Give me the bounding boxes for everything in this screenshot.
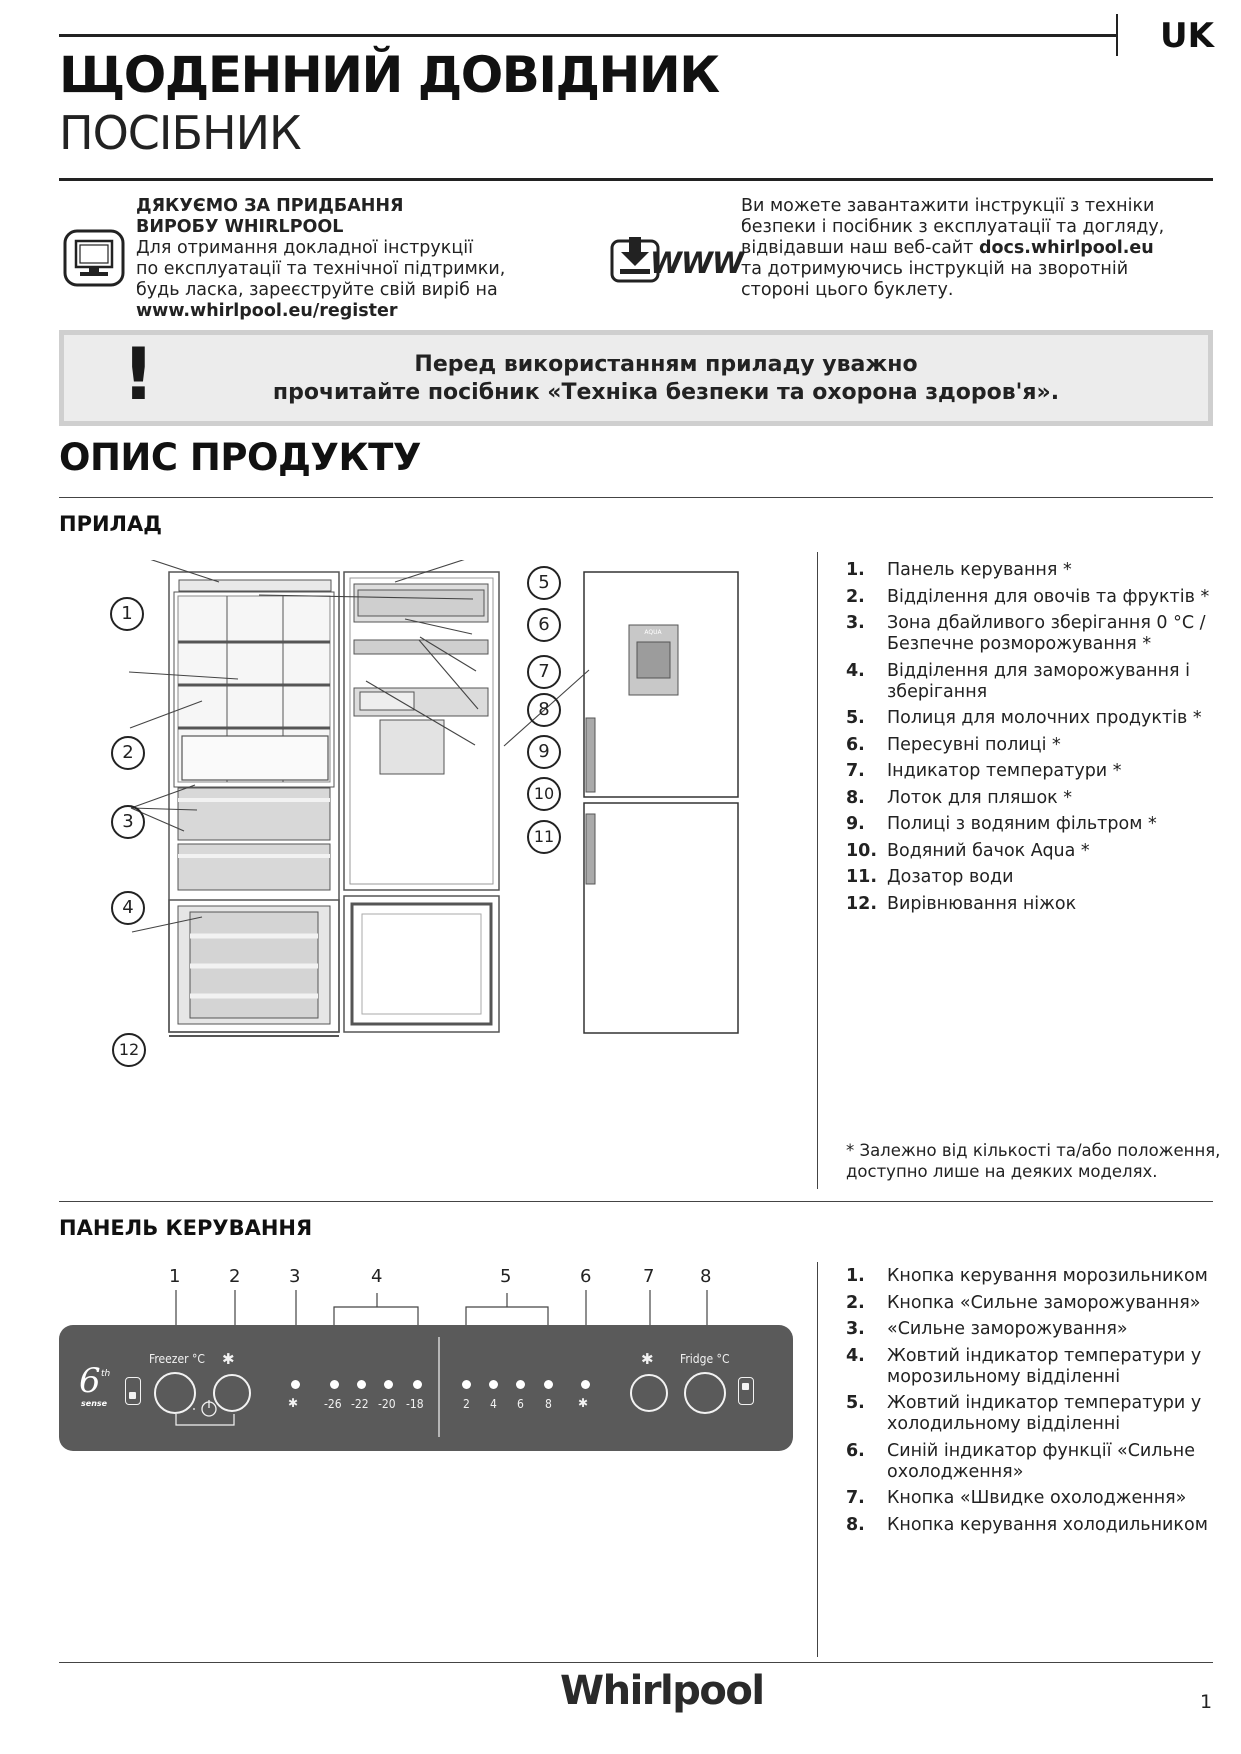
list-item: 9. Полиці з водяним фільтром *: [846, 814, 1157, 834]
docs-url[interactable]: docs.whirlpool.eu: [978, 238, 1154, 258]
appliance-legend: [846, 560, 1226, 920]
list-item: 2. Відділення для овочів та фруктів *: [846, 586, 1210, 607]
freezer-temp-4: -18: [406, 1397, 424, 1411]
list-item: 6. Синій індикатор функції «Сильне охолодження»: [846, 1440, 1196, 1482]
panel-callout-8: 8: [700, 1266, 712, 1287]
fridge-led-3: [516, 1380, 525, 1389]
title-rule: [59, 178, 1213, 181]
availability-footnote: * Залежно від кількості та/або положення, доступно лише на деяких моделях.: [846, 1141, 1221, 1181]
list-item: 7. Кнопка «Швидке охолодження»: [846, 1488, 1187, 1508]
diagram-callout-6: 6: [527, 608, 561, 642]
download-line-3: відвідавши наш веб-сайт docs.whirlpool.eu: [741, 238, 1154, 258]
fridge-led-2: [489, 1380, 498, 1389]
fridge-lock-indicator: [738, 1377, 754, 1405]
freezer-temp-1: -26: [324, 1397, 342, 1411]
fast-cool-button[interactable]: [630, 1374, 668, 1412]
section-rule: [59, 497, 1213, 498]
panel-callout-7: 7: [643, 1266, 655, 1287]
panel-callout-6: 6: [580, 1266, 592, 1287]
panel-callout-1: 1: [169, 1266, 181, 1287]
appliance-divider: [817, 552, 818, 1189]
fast-cool-icon: ✱: [641, 1350, 654, 1368]
panel-callout-3: 3: [289, 1266, 301, 1287]
register-text: [136, 196, 556, 322]
list-item: 4. Жовтий індикатор температури у морозильному відділенні: [846, 1345, 1202, 1387]
control-panel-divider: [817, 1262, 818, 1657]
list-item: 3. «Сильне заморожування»: [846, 1319, 1128, 1339]
6th-sense-badge: 6 th sense: [79, 1361, 111, 1408]
subtitle-control-panel: ПАНЕЛЬ КЕРУВАННЯ: [59, 1216, 313, 1240]
fridge-doors: [344, 572, 499, 1032]
freezer-temp-3: -20: [378, 1397, 396, 1411]
diagram-callout-7: 7: [527, 655, 561, 689]
diagram-callout-1: 1: [110, 597, 144, 631]
freezer-temp-2: -22: [351, 1397, 369, 1411]
fridge-control-button[interactable]: [684, 1372, 726, 1414]
whirlpool-logo: Whirlpool: [560, 1668, 764, 1714]
list-item: 6. Пересувні полиці *: [846, 734, 1061, 755]
download-line-1: Ви можете завантажити інструкції з техніки: [741, 196, 1155, 216]
freezer-label: Freezer °C: [149, 1352, 205, 1366]
diagram-callout-9: 9: [527, 735, 561, 769]
list-item: 2. Кнопка «Сильне заморожування»: [846, 1292, 1201, 1313]
fridge-temp-4: 8: [545, 1397, 552, 1411]
fridge-led-4: [544, 1380, 553, 1389]
freezer-led-2: [357, 1380, 366, 1389]
list-item: 11. Дозатор води: [846, 867, 1014, 887]
panel-callout-5: 5: [500, 1266, 512, 1287]
diagram-callout-3: 3: [111, 805, 145, 839]
download-line-4: та дотримуючись інструкцій на зворотній: [741, 259, 1129, 279]
diagram-callout-12: 12: [112, 1033, 146, 1067]
diagram-callout-2: 2: [111, 736, 145, 770]
strong-cool-led: [581, 1380, 590, 1389]
list-item: 12. Вирівнювання ніжок: [846, 893, 1077, 914]
page-title: ЩОДЕННИЙ ДОВІДНИК: [59, 46, 719, 104]
safety-warning-text: Перед використанням приладу уважно прочитайте посібник «Техніка безпеки та охорона здоров'я».: [272, 352, 1060, 405]
register-line-2: по експлуатації та технічної підтримки,: [136, 259, 506, 279]
fridge-closed-front: [584, 572, 738, 1033]
page-number: 1: [1200, 1691, 1213, 1713]
diagram-callout-8: 8: [527, 693, 561, 727]
top-rule-tick: [1116, 14, 1118, 56]
list-item: 8. Лоток для пляшок *: [846, 787, 1073, 808]
strong-cool-icon: ✱: [578, 1396, 589, 1410]
strong-freeze-led-3: [291, 1380, 300, 1389]
diagram-callout-11: 11: [527, 820, 561, 854]
safety-warning-box: [59, 330, 1213, 426]
list-item: 3. Зона дбайливого зберігання 0 °C / Безпечне розморожування *: [846, 613, 1206, 654]
fridge-temp-2: 4: [490, 1397, 497, 1411]
freezer-led-3: [384, 1380, 393, 1389]
fridge-led-1: [462, 1380, 471, 1389]
top-rule: [59, 34, 1118, 37]
freezer-led-4: [413, 1380, 422, 1389]
fridge-temp-1: 2: [463, 1397, 470, 1411]
list-item: 10. Водяний бачок Aqua *: [846, 840, 1090, 861]
section-title-product: ОПИС ПРОДУКТУ: [59, 436, 421, 479]
register-url[interactable]: www.whirlpool.eu/register: [136, 301, 398, 321]
diagram-callout-4: 4: [111, 891, 145, 925]
control-panel-legend: [846, 1266, 1226, 1541]
download-line-5: стороні цього буклету.: [741, 280, 954, 300]
exclamation-icon: !: [122, 332, 155, 416]
list-item: 8. Кнопка керування холодильником: [846, 1514, 1208, 1535]
aqua-dispenser-label: AQUA: [644, 629, 662, 636]
download-line-2: безпеки і посібник з експлуатації та догляду,: [741, 217, 1165, 237]
monitor-icon: [63, 229, 125, 287]
strong-freeze-indicator-icon: ✱: [288, 1396, 299, 1410]
appliance-diagram: [100, 560, 810, 1080]
strong-freeze-icon: ✱: [222, 1350, 235, 1368]
download-text: [741, 196, 1211, 301]
language-code: UK: [1160, 16, 1214, 56]
www-icon-text: WWW: [650, 246, 743, 280]
page-subtitle: ПОСІБНИК: [59, 106, 301, 160]
register-heading-2: ВИРОБУ WHIRLPOOL: [136, 217, 344, 237]
list-item: 4. Відділення для заморожування і зберігання: [846, 660, 1190, 702]
list-item: 1. Кнопка керування морозильником: [846, 1266, 1208, 1286]
register-heading-1: ДЯКУЄМО ЗА ПРИДБАННЯ: [136, 196, 404, 216]
register-line-3: будь ласка, зареєструйте свій виріб на: [136, 280, 498, 300]
control-panel-rule: [59, 1201, 1213, 1202]
panel-callout-2: 2: [229, 1266, 241, 1287]
diagram-callout-5: 5: [527, 566, 561, 600]
fridge-open-interior: [169, 572, 339, 1036]
register-line-1: Для отримання докладної інструкції: [136, 238, 473, 258]
panel-lines: [59, 1325, 793, 1451]
download-www-icon: [610, 236, 743, 284]
list-item: 7. Індикатор температури *: [846, 761, 1122, 781]
subtitle-appliance: ПРИЛАД: [59, 512, 162, 536]
freezer-led-1: [330, 1380, 339, 1389]
control-panel-graphic: [59, 1325, 793, 1451]
list-item: 5. Жовтий індикатор температури у холодильному відділенні: [846, 1393, 1202, 1434]
list-item: 1. Панель керування *: [846, 560, 1072, 580]
diagram-callout-10: 10: [527, 777, 561, 811]
list-item: 5. Полиця для молочних продуктів *: [846, 708, 1202, 728]
fridge-temp-3: 6: [517, 1397, 524, 1411]
fridge-label: Fridge °C: [680, 1352, 730, 1366]
footer-rule: [59, 1662, 1213, 1663]
panel-callout-4: 4: [371, 1266, 383, 1287]
